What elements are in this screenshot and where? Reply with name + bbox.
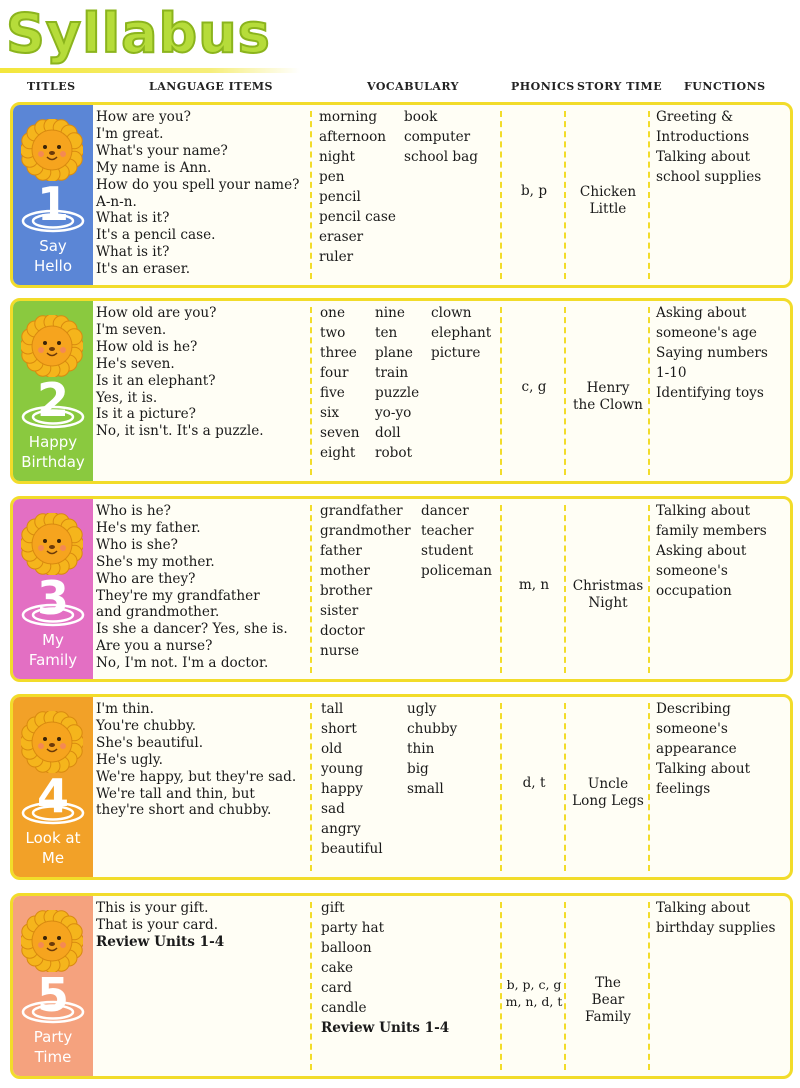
unit-title-panel (13, 896, 93, 1076)
vocabulary-word: afternoon (319, 129, 387, 145)
vocabulary-word: happy (321, 781, 363, 797)
header-phonics: PHONICS (511, 80, 575, 93)
vocabulary-word: pen (319, 169, 345, 185)
vocabulary-word: policeman (421, 563, 492, 579)
vocabulary-word: ruler (319, 249, 354, 265)
vocabulary-word: puzzle (375, 385, 420, 401)
vocabulary-word: sad (321, 801, 345, 817)
language-item: How do you spell your name? (96, 176, 300, 193)
lion-icon (21, 315, 83, 377)
story-title-line2: Long Legs (572, 793, 644, 809)
unit-name-line1: Look at (25, 829, 81, 847)
vocabulary-word: doctor (320, 623, 365, 639)
lion-icon (21, 910, 83, 972)
unit-number: 3 (36, 571, 69, 625)
language-item: How are you? (96, 109, 191, 125)
unit-title-panel (13, 697, 93, 877)
language-item: How old are you? (96, 305, 217, 321)
story-time (567, 380, 649, 414)
vocabulary-word: student (421, 543, 474, 559)
language-item: I'm thin. (96, 701, 154, 717)
header-vocabulary: VOCABULARY (367, 80, 460, 93)
story-title-line2: Bear Family (585, 992, 631, 1025)
vocabulary-word: train (375, 365, 409, 381)
phonics-line1: b, p, c, g (506, 977, 562, 992)
vocabulary-word: dancer (421, 503, 469, 519)
language-item: He's seven. (96, 355, 175, 372)
vocabulary-word: chubby (407, 721, 458, 737)
vocabulary-word: young (321, 761, 364, 777)
vocabulary-word: short (321, 721, 357, 737)
language-item: I'm great. (96, 125, 164, 142)
vocabulary-word: nurse (320, 643, 360, 659)
language-item: My name is Ann. (96, 159, 212, 176)
language-item: No, I'm not. I'm a doctor. (96, 655, 269, 672)
language-item: Is she a dancer? Yes, she is. (96, 621, 288, 638)
vocabulary-word: book (404, 109, 438, 125)
vocabulary-word: eight (320, 445, 356, 461)
lion-icon (21, 711, 83, 773)
story-title-line1: The (595, 975, 621, 991)
vocabulary-word: one (320, 305, 345, 321)
language-items (96, 900, 224, 951)
vocabulary-word: angry (321, 821, 361, 837)
unit-row (10, 893, 793, 1079)
function-item: Describing (656, 701, 731, 717)
language-item: She's beautiful. (96, 734, 204, 751)
vocabulary-word: tall (321, 701, 344, 717)
language-item: She's my mother. (96, 553, 215, 570)
function-item: someone's (656, 721, 728, 737)
functions (656, 501, 767, 601)
vocabulary-word: pencil (319, 189, 361, 205)
vocabulary-word: balloon (321, 940, 372, 956)
language-item: Who are they? (96, 570, 196, 587)
story-time (567, 975, 649, 1026)
language-item: He's ugly. (96, 751, 163, 768)
lion-icon (21, 513, 83, 575)
function-item: Asking about (656, 543, 747, 559)
function-item: Greeting & (656, 109, 734, 125)
vocabulary-word: old (321, 741, 343, 757)
vocabulary-word: plane (375, 345, 413, 361)
vocabulary-word: four (320, 365, 349, 381)
vocabulary-word: gift (321, 900, 345, 916)
unit-name-line2: Birthday (21, 453, 85, 471)
title-underline (0, 68, 300, 73)
vocabulary-word: beautiful (321, 841, 383, 857)
story-time (567, 578, 649, 612)
language-item: This is your gift. (96, 900, 209, 916)
story-time (567, 776, 649, 810)
story-title-line1: Chicken (579, 184, 637, 200)
header-functions: FUNCTIONS (684, 80, 766, 93)
story-title-line1: Uncle (587, 776, 629, 792)
vocabulary-word: father (320, 543, 362, 559)
unit-row (10, 298, 793, 484)
function-item: Asking about (656, 305, 747, 321)
page-title: Syllabus (6, 2, 271, 65)
vocabulary-word: brother (320, 583, 373, 599)
function-item: feelings (656, 781, 711, 797)
vocabulary-word: grandfather (320, 503, 403, 519)
vocabulary-word: seven (320, 425, 360, 441)
function-item: 1-10 (656, 365, 687, 381)
story-title-line1: Christmas (572, 578, 644, 594)
unit-row (10, 496, 793, 682)
language-item: That is your card. (96, 916, 219, 933)
vocabulary-word: morning (319, 109, 378, 125)
vocabulary-word: small (407, 781, 444, 797)
language-item: It's a pencil case. (96, 227, 216, 244)
story-title-line2: Night (588, 595, 628, 611)
vocabulary-word: elephant (431, 325, 492, 341)
function-item: Identifying toys (656, 385, 764, 401)
unit-number: 4 (36, 769, 69, 823)
story-title-line1: Henry (586, 380, 630, 396)
vocabulary-word: three (320, 345, 357, 361)
language-item: A-n-n. (96, 193, 137, 210)
language-item: Is it an elephant? (96, 372, 216, 389)
lion-icon (21, 119, 83, 181)
phonics: d, t (522, 775, 546, 791)
function-item: appearance (656, 741, 737, 757)
language-item: Are you a nurse? (96, 638, 213, 655)
vocabulary-word: grandmother (320, 523, 411, 539)
vocabulary-word: ugly (407, 701, 437, 717)
language-items (96, 701, 296, 819)
vocabulary-word: pencil case (319, 209, 396, 225)
vocabulary-word: candle (321, 1000, 367, 1016)
language-item: What is it? (96, 210, 170, 227)
function-item: Talking about (656, 503, 751, 519)
language-items (96, 503, 288, 672)
unit-number: 5 (36, 968, 69, 1022)
language-items (96, 305, 264, 440)
language-item: Is it a picture? (96, 406, 196, 423)
vocabulary-word: clown (431, 305, 472, 321)
unit-name-line2: Me (41, 849, 65, 867)
vocabulary-word: big (407, 761, 429, 777)
language-item: Who is she? (96, 536, 178, 553)
vocabulary-word: two (320, 325, 346, 341)
functions (656, 303, 768, 403)
language-item: I'm seven. (96, 321, 167, 338)
language-item: they're short and chubby. (96, 802, 272, 819)
vocabulary-review: Review Units 1-4 (321, 1020, 450, 1036)
vocabulary-word: six (320, 405, 339, 421)
function-item: school supplies (656, 169, 762, 185)
story-time (567, 184, 649, 218)
unit-name-line1: Happy (28, 433, 78, 451)
unit-name-line2: Hello (33, 257, 73, 275)
language-items (96, 109, 299, 278)
unit-name-line1: My (42, 631, 64, 649)
unit-row (10, 102, 793, 288)
language-item: How old is he? (96, 338, 198, 355)
functions (656, 898, 775, 938)
function-item: someone's age (656, 325, 757, 341)
vocabulary-word: yo-yo (375, 405, 412, 421)
phonics: c, g (521, 379, 547, 395)
language-item: What is it? (96, 244, 170, 261)
vocabulary-word: doll (375, 425, 401, 441)
language-item: We're tall and thin, but (96, 785, 255, 802)
phonics: b, p (520, 183, 548, 199)
vocabulary-word: mother (320, 563, 370, 579)
unit-name-line1: Say (39, 237, 67, 255)
vocabulary-word: nine (375, 305, 405, 321)
language-item: You're chubby. (96, 717, 197, 734)
column-divider (310, 902, 312, 1070)
unit-row (10, 694, 793, 880)
header-language-items: LANGUAGE ITEMS (149, 80, 273, 93)
language-item: Who is he? (96, 503, 171, 519)
language-item: What's your name? (96, 142, 228, 159)
phonics: m, n (518, 577, 550, 593)
functions (656, 699, 750, 799)
vocabulary-word: sister (320, 603, 359, 619)
story-title-line2: Little (589, 201, 627, 217)
phonics-line2: m, n, d, t (505, 994, 563, 1009)
function-item: birthday supplies (656, 920, 776, 936)
story-title-line2: the Clown (573, 397, 643, 413)
header-titles: TITLES (27, 80, 76, 93)
vocabulary-word: picture (431, 345, 481, 361)
column-divider (310, 111, 312, 279)
functions (656, 107, 761, 187)
unit-title-panel (13, 499, 93, 679)
vocabulary-word: thin (407, 741, 435, 757)
column-divider (310, 505, 312, 673)
language-item: It's an eraser. (96, 261, 191, 278)
language-item: Yes, it is. (96, 389, 158, 406)
vocabulary-word: teacher (421, 523, 474, 539)
phonics (502, 976, 566, 1010)
function-item: Introductions (656, 129, 750, 145)
column-divider (310, 703, 312, 871)
vocabulary-word: robot (375, 445, 413, 461)
function-item: Saying numbers (656, 345, 768, 361)
vocabulary-word: cake (321, 960, 353, 976)
unit-number: 1 (36, 177, 69, 231)
vocabulary-word: party hat (321, 920, 385, 936)
language-item: They're my grandfather (96, 587, 260, 604)
unit-title-panel (13, 301, 93, 481)
unit-name-line2: Time (34, 1048, 72, 1066)
language-review: Review Units 1-4 (96, 933, 225, 950)
header-story-time: STORY TIME (577, 80, 663, 93)
language-item: He's my father. (96, 519, 201, 536)
language-item: We're happy, but they're sad. (96, 768, 297, 785)
vocabulary-word: eraser (319, 229, 364, 245)
unit-name-line2: Family (28, 651, 78, 669)
language-item: and grandmother. (96, 604, 220, 621)
function-item: Talking about (656, 761, 751, 777)
column-divider (310, 307, 312, 475)
language-item: No, it isn't. It's a puzzle. (96, 423, 264, 440)
unit-title-panel (13, 105, 93, 285)
vocabulary-word: card (321, 980, 352, 996)
vocabulary-word: night (319, 149, 356, 165)
unit-name-line1: Party (33, 1028, 73, 1046)
vocabulary-word: school bag (404, 149, 478, 165)
unit-number: 2 (36, 373, 69, 427)
vocabulary-word: ten (375, 325, 398, 341)
function-item: Talking about (656, 149, 751, 165)
function-item: occupation (656, 583, 732, 599)
function-item: Talking about (656, 900, 751, 916)
function-item: someone's (656, 563, 728, 579)
vocabulary-word: computer (404, 129, 471, 145)
function-item: family members (656, 523, 767, 539)
vocabulary-word: five (320, 385, 345, 401)
